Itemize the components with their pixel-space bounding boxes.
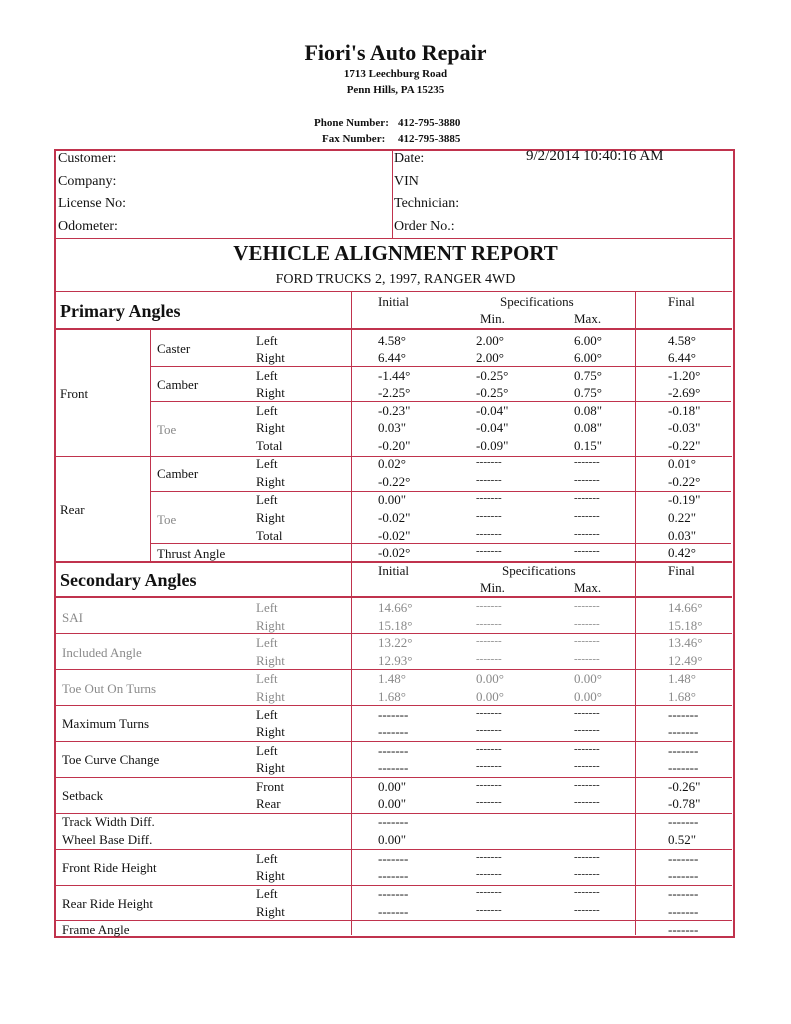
- rule-front-rear: [55, 456, 732, 457]
- primary-row-final: -1.20°: [668, 368, 701, 383]
- secondary-row-final: -------: [668, 814, 699, 829]
- primary-row-min: -------: [476, 456, 502, 468]
- secondary-row-group: Toe Out On Turns: [62, 681, 157, 696]
- front-label: Front: [60, 386, 89, 401]
- primary-row-initial: 4.58°: [378, 333, 406, 348]
- order-label: Order No.:: [394, 219, 455, 234]
- secondary-row-side: Left: [256, 851, 278, 866]
- secondary-row-min: -------: [476, 904, 502, 916]
- fax-number: 412-795-3885: [398, 133, 461, 145]
- secondary-row-initial: -------: [378, 760, 409, 775]
- primary-row-side: Right: [256, 474, 285, 489]
- address-line-2: Penn Hills, PA 15235: [346, 84, 445, 96]
- secondary-row-group: Toe Curve Change: [62, 752, 160, 767]
- secondary-row-side: Rear: [256, 796, 281, 811]
- secondary-row-side: Right: [256, 904, 285, 919]
- primary-row-max: 0.15": [574, 438, 603, 453]
- secondary-row-final: 12.49°: [668, 653, 703, 668]
- primary-row-initial: -0.20": [378, 438, 411, 453]
- secondary-row-final: -------: [668, 851, 699, 866]
- primary-row-side: Right: [256, 420, 285, 435]
- secondary-row-max: -------: [574, 618, 600, 630]
- secondary-row-group: Included Angle: [62, 645, 142, 660]
- primary-initial-header: Initial: [378, 294, 410, 309]
- primary-row-max: 0.75°: [574, 385, 602, 400]
- secondary-row-max: -------: [574, 743, 600, 755]
- primary-row-group: Toe: [157, 422, 177, 437]
- primary-row-final: 0.03": [668, 528, 697, 543]
- secondary-row-final: -------: [668, 760, 699, 775]
- secondary-row-side: Right: [256, 868, 285, 883]
- secondary-row-initial: 1.68°: [378, 689, 406, 704]
- secondary-row-initial: 0.00": [378, 796, 407, 811]
- secondary-row-group: SAI: [62, 610, 83, 625]
- odometer-label: Odometer:: [58, 219, 118, 234]
- secondary-row-min: -------: [476, 851, 502, 863]
- rule-rear-camber-toe: [151, 491, 731, 492]
- secondary-row-max: -------: [574, 851, 600, 863]
- primary-row-final: 4.58°: [668, 333, 696, 348]
- vehicle-description: FORD TRUCKS 2, 1997, RANGER 4WD: [275, 272, 516, 287]
- primary-row-min: -------: [476, 474, 502, 486]
- secondary-row-initial: 14.66°: [378, 600, 413, 615]
- col-divider-group: [150, 329, 151, 561]
- secondary-row-final: -------: [668, 724, 699, 739]
- primary-row-initial: -0.23": [378, 403, 411, 418]
- secondary-row-side: Right: [256, 689, 285, 704]
- secondary-row-rule: [55, 633, 732, 634]
- secondary-row-max: -------: [574, 779, 600, 791]
- secondary-row-group: Wheel Base Diff.: [62, 832, 153, 847]
- secondary-row-max: 0.00°: [574, 671, 602, 686]
- primary-row-max: -------: [574, 545, 600, 557]
- secondary-row-final: -------: [668, 707, 699, 722]
- secondary-row-final: 13.46°: [668, 635, 703, 650]
- secondary-row-final: -------: [668, 904, 699, 919]
- secondary-row-group: Track Width Diff.: [62, 814, 155, 829]
- primary-row-side: Right: [256, 385, 285, 400]
- secondary-row-final: 1.68°: [668, 689, 696, 704]
- primary-row-min: -------: [476, 545, 502, 557]
- primary-row-initial: -0.22°: [378, 474, 411, 489]
- shop-name: Fiori's Auto Repair: [304, 40, 487, 65]
- primary-row-group: Camber: [157, 377, 199, 392]
- secondary-row-max: -------: [574, 868, 600, 880]
- primary-row-initial: -0.02°: [378, 545, 411, 560]
- secondary-row-side: Left: [256, 743, 278, 758]
- secondary-row-min: -------: [476, 618, 502, 630]
- secondary-row-initial: -------: [378, 814, 409, 829]
- secondary-row-max: -------: [574, 796, 600, 808]
- title-bottom-rule: [55, 291, 732, 292]
- secondary-max-header: Max.: [574, 580, 602, 595]
- phone-label: Phone Number:: [314, 117, 389, 129]
- secondary-row-max: -------: [574, 904, 600, 916]
- secondary-row-initial: -------: [378, 868, 409, 883]
- secondary-row-rule: [55, 885, 732, 886]
- primary-header-rule: [55, 328, 732, 330]
- secondary-row-max: -------: [574, 635, 600, 647]
- secondary-row-side: Front: [256, 779, 285, 794]
- primary-row-min: -------: [476, 510, 502, 522]
- primary-row-group: Caster: [157, 341, 191, 356]
- primary-row-initial: -0.02": [378, 510, 411, 525]
- primary-row-max: -------: [574, 528, 600, 540]
- primary-row-side: Right: [256, 350, 285, 365]
- primary-max-header: Max.: [574, 311, 602, 326]
- secondary-row-side: Right: [256, 760, 285, 775]
- secondary-row-rule: [55, 705, 732, 706]
- secondary-row-group: Maximum Turns: [62, 716, 150, 731]
- secondary-row-initial: -------: [378, 851, 409, 866]
- primary-row-max: -------: [574, 474, 600, 486]
- primary-row-initial: 0.00": [378, 492, 407, 507]
- secondary-row-final: 0.52": [668, 832, 697, 847]
- secondary-row-initial: -------: [378, 743, 409, 758]
- primary-row-max: 6.00°: [574, 333, 602, 348]
- primary-row-final: -0.22": [668, 438, 701, 453]
- primary-row-initial: 0.02°: [378, 456, 406, 471]
- secondary-row-initial: 15.18°: [378, 618, 413, 633]
- secondary-row-max: 0.00°: [574, 689, 602, 704]
- secondary-row-side: Left: [256, 671, 278, 686]
- primary-row-min: -------: [476, 492, 502, 504]
- secondary-row-min: -------: [476, 760, 502, 772]
- secondary-row-rule: [55, 777, 732, 778]
- date-label: Date:: [394, 151, 425, 166]
- primary-row-side: Left: [256, 368, 278, 383]
- secondary-row-initial: 12.93°: [378, 653, 413, 668]
- primary-row-final: 0.22": [668, 510, 697, 525]
- fax-label: Fax Number:: [322, 133, 386, 145]
- secondary-row-side: Right: [256, 724, 285, 739]
- primary-row-side: Left: [256, 456, 278, 471]
- rear-label: Rear: [60, 502, 85, 517]
- secondary-row-group: Frame Angle: [62, 922, 130, 937]
- customer-label: Customer:: [58, 151, 117, 166]
- primary-row-min: -0.25°: [476, 385, 509, 400]
- primary-row-initial: -2.25°: [378, 385, 411, 400]
- primary-row-side: Total: [256, 528, 283, 543]
- address-line-1: 1713 Leechburg Road: [343, 68, 448, 80]
- primary-row-min: 2.00°: [476, 350, 504, 365]
- secondary-min-header: Min.: [480, 580, 505, 595]
- primary-row-group: Toe: [157, 512, 177, 527]
- primary-row-side: Left: [256, 492, 278, 507]
- rule-caster-camber: [151, 366, 731, 367]
- primary-row-final: -0.22°: [668, 474, 701, 489]
- secondary-row-min: -------: [476, 868, 502, 880]
- secondary-row-initial: 13.22°: [378, 635, 413, 650]
- secondary-row-min: -------: [476, 600, 502, 612]
- secondary-header-rule: [55, 596, 732, 598]
- primary-row-side: Left: [256, 333, 278, 348]
- secondary-row-final: -------: [668, 868, 699, 883]
- info-divider: [392, 150, 393, 238]
- secondary-row-side: Right: [256, 618, 285, 633]
- license-label: License No:: [58, 196, 127, 211]
- secondary-row-initial: -------: [378, 904, 409, 919]
- primary-row-final: -0.03": [668, 420, 701, 435]
- primary-row-initial: 6.44°: [378, 350, 406, 365]
- primary-row-final: -0.19": [668, 492, 701, 507]
- secondary-row-final: -0.26": [668, 779, 701, 794]
- rule-toe-thrust: [151, 543, 731, 544]
- primary-row-final: 0.42°: [668, 545, 696, 560]
- secondary-row-rule: [55, 741, 732, 742]
- report-title: VEHICLE ALIGNMENT REPORT: [233, 241, 558, 265]
- primary-specifications-header: Specifications: [500, 294, 574, 309]
- primary-angles-title: Primary Angles: [60, 301, 181, 321]
- secondary-row-max: -------: [574, 760, 600, 772]
- secondary-row-max: -------: [574, 724, 600, 736]
- primary-row-final: 6.44°: [668, 350, 696, 365]
- primary-row-min: -0.09": [476, 438, 509, 453]
- secondary-angles-title: Secondary Angles: [60, 570, 197, 590]
- secondary-row-max: -------: [574, 600, 600, 612]
- primary-row-side: Left: [256, 403, 278, 418]
- primary-row-final: -0.18": [668, 403, 701, 418]
- company-label: Company:: [58, 174, 117, 189]
- secondary-specifications-header: Specifications: [502, 563, 576, 578]
- secondary-row-rule: [55, 849, 732, 850]
- rule-camber-toe: [151, 401, 731, 402]
- secondary-row-initial: 0.00": [378, 779, 407, 794]
- primary-row-group: Thrust Angle: [157, 546, 226, 561]
- primary-row-max: -------: [574, 492, 600, 504]
- col-divider-initial: [351, 292, 352, 935]
- secondary-row-side: Left: [256, 600, 278, 615]
- primary-final-header: Final: [668, 294, 695, 309]
- secondary-row-group: Front Ride Height: [62, 860, 157, 875]
- primary-row-max: 6.00°: [574, 350, 602, 365]
- secondary-row-rule: [55, 920, 732, 921]
- secondary-row-side: Left: [256, 707, 278, 722]
- secondary-row-initial: -------: [378, 724, 409, 739]
- secondary-row-min: -------: [476, 653, 502, 665]
- secondary-row-side: Left: [256, 886, 278, 901]
- secondary-row-min: 0.00°: [476, 671, 504, 686]
- date-value: 9/2/2014 10:40:16 AM: [526, 148, 664, 164]
- primary-row-min: 2.00°: [476, 333, 504, 348]
- secondary-row-side: Right: [256, 653, 285, 668]
- primary-row-initial: -0.02": [378, 528, 411, 543]
- secondary-row-initial: 0.00": [378, 832, 407, 847]
- secondary-row-max: -------: [574, 653, 600, 665]
- secondary-row-rule: [55, 813, 732, 814]
- secondary-row-initial: 1.48°: [378, 671, 406, 686]
- secondary-final-header: Final: [668, 563, 695, 578]
- technician-label: Technician:: [394, 196, 460, 211]
- secondary-row-initial: -------: [378, 707, 409, 722]
- secondary-row-final: 14.66°: [668, 600, 703, 615]
- secondary-row-initial: -------: [378, 886, 409, 901]
- secondary-row-min: -------: [476, 707, 502, 719]
- secondary-row-min: -------: [476, 779, 502, 791]
- primary-row-min: -0.25°: [476, 368, 509, 383]
- primary-row-max: 0.08": [574, 420, 603, 435]
- col-divider-final: [635, 292, 636, 935]
- primary-row-initial: -1.44°: [378, 368, 411, 383]
- primary-row-max: -------: [574, 510, 600, 522]
- secondary-row-min: -------: [476, 886, 502, 898]
- primary-row-final: 0.01°: [668, 456, 696, 471]
- primary-row-min: -0.04": [476, 403, 509, 418]
- secondary-row-final: -------: [668, 922, 699, 937]
- primary-row-min: -------: [476, 528, 502, 540]
- secondary-row-rule: [55, 669, 732, 670]
- secondary-row-max: -------: [574, 707, 600, 719]
- primary-row-final: -2.69°: [668, 385, 701, 400]
- info-bottom-rule: [55, 238, 732, 239]
- secondary-initial-header: Initial: [378, 563, 410, 578]
- secondary-row-final: -------: [668, 743, 699, 758]
- secondary-row-final: 15.18°: [668, 618, 703, 633]
- primary-row-group: Camber: [157, 466, 199, 481]
- secondary-row-final: -------: [668, 886, 699, 901]
- secondary-row-min: -------: [476, 635, 502, 647]
- secondary-row-final: 1.48°: [668, 671, 696, 686]
- primary-row-initial: 0.03": [378, 420, 407, 435]
- primary-row-max: 0.75°: [574, 368, 602, 383]
- primary-row-side: Total: [256, 438, 283, 453]
- secondary-row-group: Rear Ride Height: [62, 896, 153, 911]
- primary-min-header: Min.: [480, 311, 505, 326]
- primary-row-min: -0.04": [476, 420, 509, 435]
- secondary-row-group: Setback: [62, 788, 104, 803]
- secondary-row-side: Left: [256, 635, 278, 650]
- secondary-row-min: -------: [476, 743, 502, 755]
- vin-label: VIN: [394, 174, 419, 189]
- primary-row-side: Right: [256, 510, 285, 525]
- secondary-row-min: -------: [476, 796, 502, 808]
- phone-number: 412-795-3880: [398, 117, 461, 129]
- secondary-row-min: 0.00°: [476, 689, 504, 704]
- secondary-row-min: -------: [476, 724, 502, 736]
- secondary-row-final: -0.78": [668, 796, 701, 811]
- secondary-row-max: -------: [574, 886, 600, 898]
- primary-row-max: 0.08": [574, 403, 603, 418]
- primary-row-max: -------: [574, 456, 600, 468]
